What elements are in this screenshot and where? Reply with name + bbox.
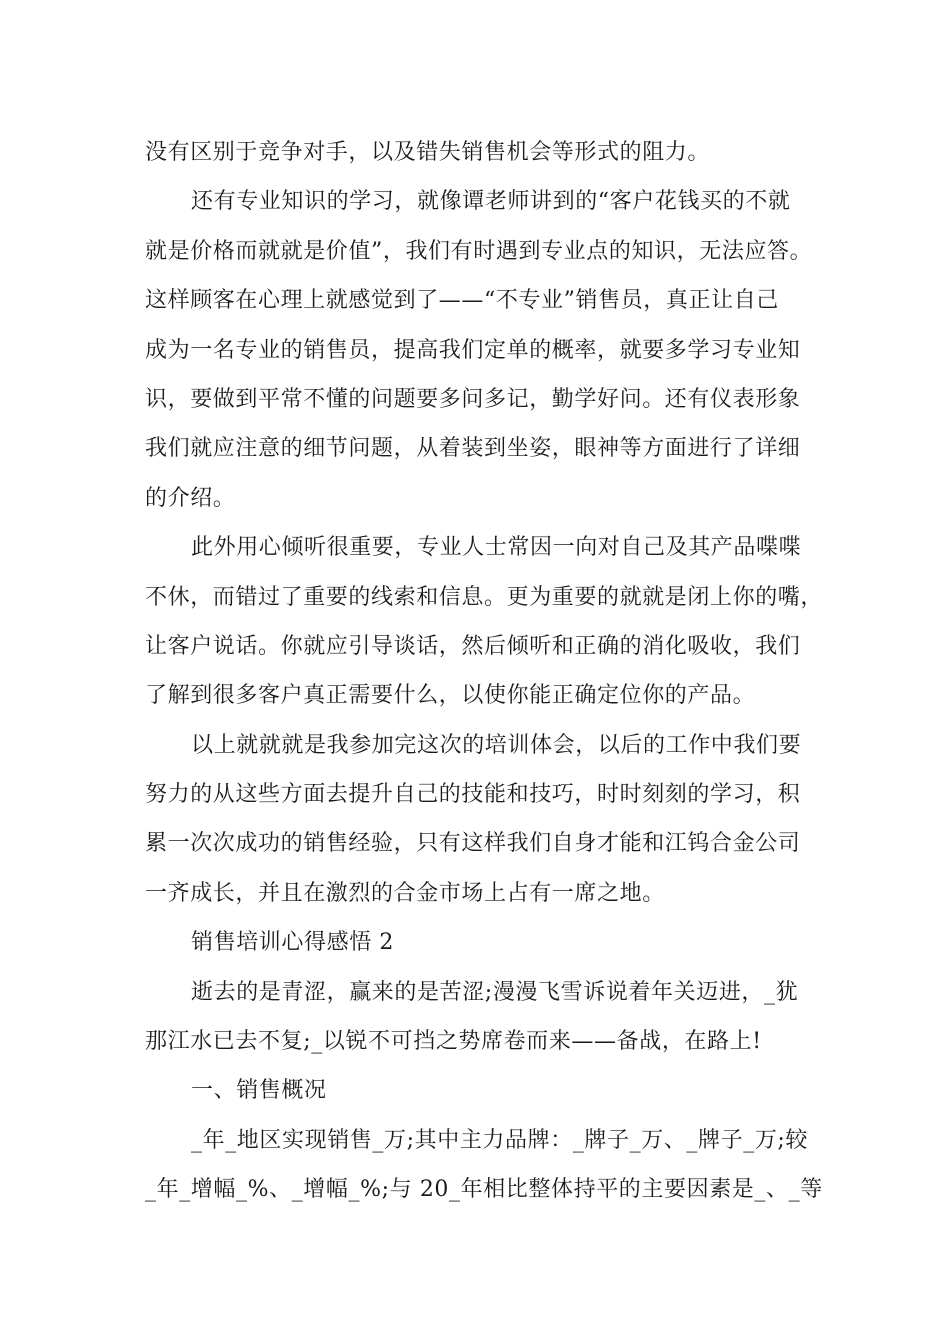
- paragraph-start-line: 还有专业知识的学习，就像谭老师讲到的“客户花钱买的不就: [191, 189, 791, 215]
- text-line: 我们就应注意的细节问题，从着装到坐姿，眼神等方面进行了详细: [145, 436, 801, 462]
- text-line: 识，要做到平常不懂的问题要多问多记，勤学好问。还有仪表形象: [145, 386, 801, 412]
- text-line: _年_增幅_%、_增幅_%;与 20_年相比整体持平的主要因素是_、_等: [145, 1177, 823, 1203]
- text-line: 一齐成长，并且在激烈的合金市场上占有一席之地。: [145, 880, 665, 906]
- text-line: 不休，而错过了重要的线索和信息。更为重要的就就是闭上你的嘴，: [145, 584, 824, 610]
- paragraph-start-line: 此外用心倾听很重要，专业人士常因一向对自己及其产品喋喋: [191, 535, 802, 561]
- text-line: 累一次次成功的销售经验，只有这样我们自身才能和江钨合金公司: [145, 831, 801, 857]
- text-line: 的介绍。: [145, 485, 236, 511]
- text-line: 成为一名专业的销售员，提高我们定单的概率，就要多学习专业知: [145, 337, 801, 363]
- text-line: 了解到很多客户真正需要什么，以使你能正确定位你的产品。: [145, 683, 756, 709]
- text-line: 就是价格而就就是价值”，我们有时遇到专业点的知识，无法应答。: [145, 238, 813, 264]
- text-line: 让客户说话。你就应引导谈话，然后倾听和正确的消化吸收，我们: [145, 633, 801, 659]
- section-heading: 销售培训心得感悟 2: [191, 930, 394, 956]
- paragraph-start-line: 逝去的是青涩，赢来的是苦涩;漫漫飞雪诉说着年关迈进，_犹: [191, 979, 799, 1005]
- paragraph-start-line: _年_地区实现销售_万;其中主力品牌：_牌子_万、_牌子_万;较: [191, 1127, 809, 1153]
- text-line: 没有区别于竞争对手，以及错失销售机会等形式的阻力。: [145, 140, 711, 165]
- text-line: 这样顾客在心理上就感觉到了——“不专业”销售员，真正让自己: [145, 288, 779, 314]
- paragraph-start-line: 以上就就就是我参加完这次的培训体会，以后的工作中我们要: [191, 732, 802, 758]
- subsection-heading: 一、销售概况: [191, 1078, 327, 1104]
- document-body: [145, 128, 835, 1215]
- text-line: 那江水已去不复;_以锐不可挡之势席卷而来——备战，在路上!: [145, 1029, 762, 1055]
- text-line: 努力的从这些方面去提升自己的技能和技巧，时时刻刻的学习，积: [145, 782, 801, 808]
